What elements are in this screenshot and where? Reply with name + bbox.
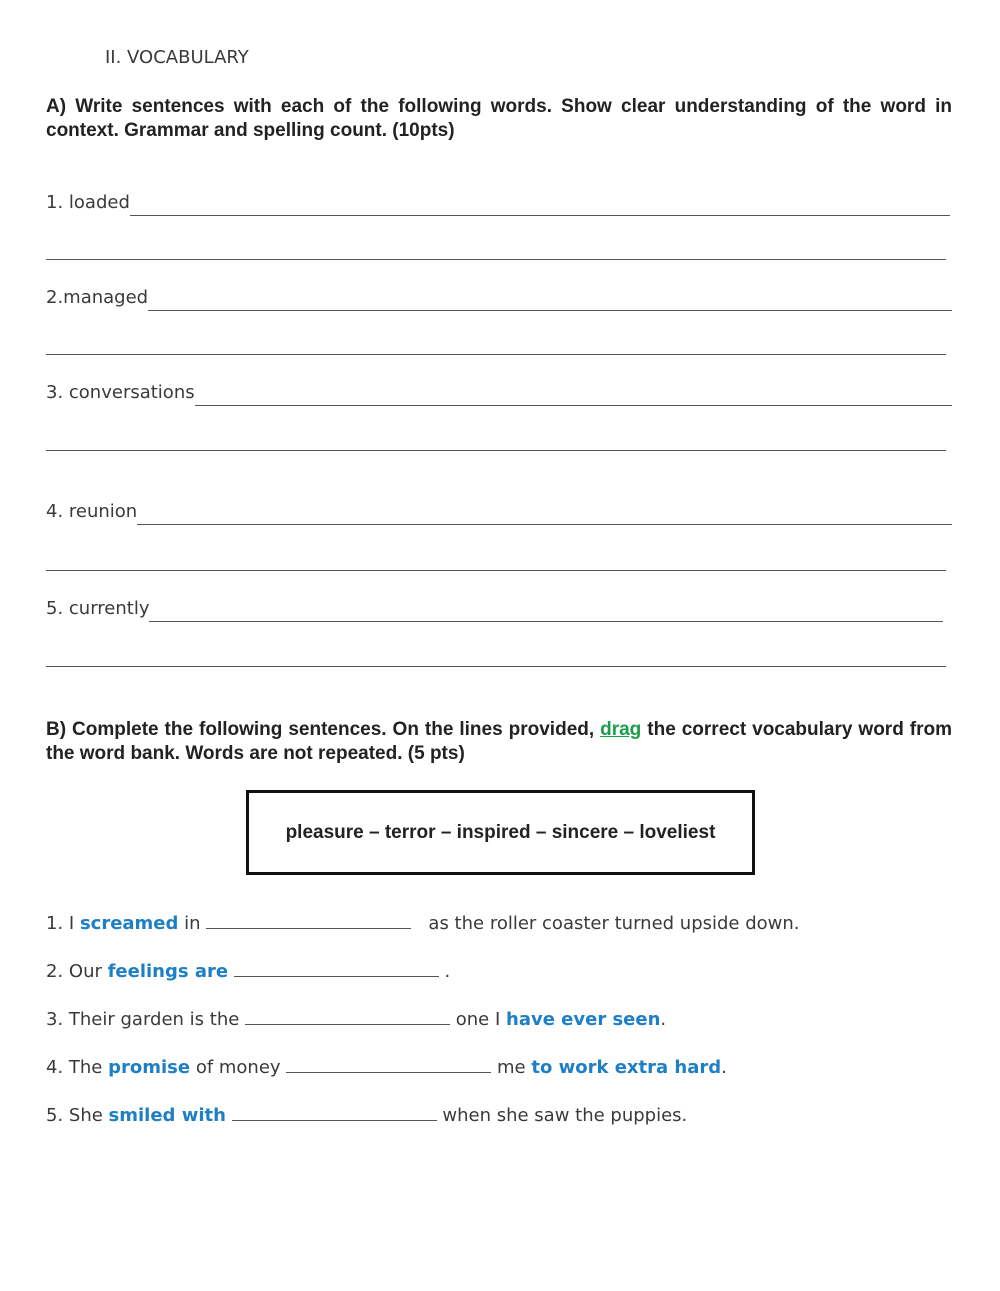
highlighted-phrase: promise [108, 1057, 191, 1078]
sentence-text: . [660, 1009, 667, 1030]
word-bank-box [246, 790, 755, 875]
item-row-conversations [46, 380, 952, 406]
sentence-3 [46, 1006, 666, 1032]
highlighted-phrase: screamed [79, 913, 179, 934]
sentence-text: 3. Their garden is the [46, 1009, 246, 1030]
answer-line[interactable] [46, 570, 946, 571]
highlighted-phrase: to work extra hard [531, 1057, 722, 1078]
sentence-text: 4. The [46, 1057, 109, 1078]
answer-line[interactable] [46, 666, 946, 667]
drag-link[interactable]: drag [600, 719, 642, 740]
instructions-text: the correct vocabulary word from the word bank. Words are not repeated. (5 pts) [46, 719, 952, 764]
sentence-5 [46, 1102, 687, 1128]
highlighted-phrase: smiled with [108, 1105, 226, 1126]
instructions-text: B) Complete the following sentences. On the lines provided, [46, 719, 601, 740]
answer-line[interactable] [46, 354, 946, 355]
sentence-text: of money [190, 1057, 287, 1078]
sentence-text: when she saw the puppies. [436, 1105, 688, 1126]
item-label: 1. loaded [46, 192, 130, 213]
drop-blank[interactable] [234, 958, 439, 977]
drop-blank[interactable] [245, 1006, 450, 1025]
drop-blank[interactable] [286, 1054, 491, 1073]
drop-blank[interactable] [232, 1102, 437, 1121]
item-row-managed [46, 285, 952, 311]
answer-line[interactable] [46, 450, 946, 451]
item-label: 5. currently [46, 598, 150, 619]
sentence-text: 2. Our [46, 961, 108, 982]
section-heading: II. VOCABULARY [105, 47, 249, 68]
item-row-currently [46, 596, 943, 622]
item-row-loaded [46, 190, 950, 216]
sentence-text: in [178, 913, 207, 934]
highlighted-phrase: have ever seen [506, 1009, 661, 1030]
part-a-instructions: A) Write sentences with each of the following words. Show clear understanding of the word in context. Grammar and spelling count. (10pts) [46, 96, 952, 141]
sentence-text: . [438, 961, 451, 982]
item-label: 2.managed [46, 287, 149, 308]
sentence-text: 5. She [46, 1105, 109, 1126]
sentence-text: one I [450, 1009, 506, 1030]
sentence-1 [46, 910, 800, 936]
item-row-reunion [46, 499, 952, 525]
sentence-2 [46, 958, 450, 984]
sentence-4 [46, 1054, 727, 1080]
drop-blank[interactable] [206, 910, 411, 929]
sentence-text: me [491, 1057, 532, 1078]
answer-line[interactable] [46, 259, 946, 260]
answer-line[interactable] [130, 189, 950, 216]
sentence-text: . [721, 1057, 727, 1078]
sentence-text: 1. I [46, 913, 80, 934]
answer-line[interactable] [195, 379, 952, 406]
item-label: 4. reunion [46, 501, 138, 522]
answer-line[interactable] [149, 595, 943, 622]
item-label: 3. conversations [46, 382, 195, 403]
word-bank-words[interactable]: pleasure – terror – inspired – sincere – loveliest [285, 821, 716, 843]
answer-line[interactable] [148, 284, 952, 311]
part-b-instructions [46, 718, 952, 766]
answer-line[interactable] [137, 498, 952, 525]
sentence-text: as the roller coaster turned upside down. [411, 913, 800, 934]
highlighted-phrase: feelings are [107, 961, 229, 982]
